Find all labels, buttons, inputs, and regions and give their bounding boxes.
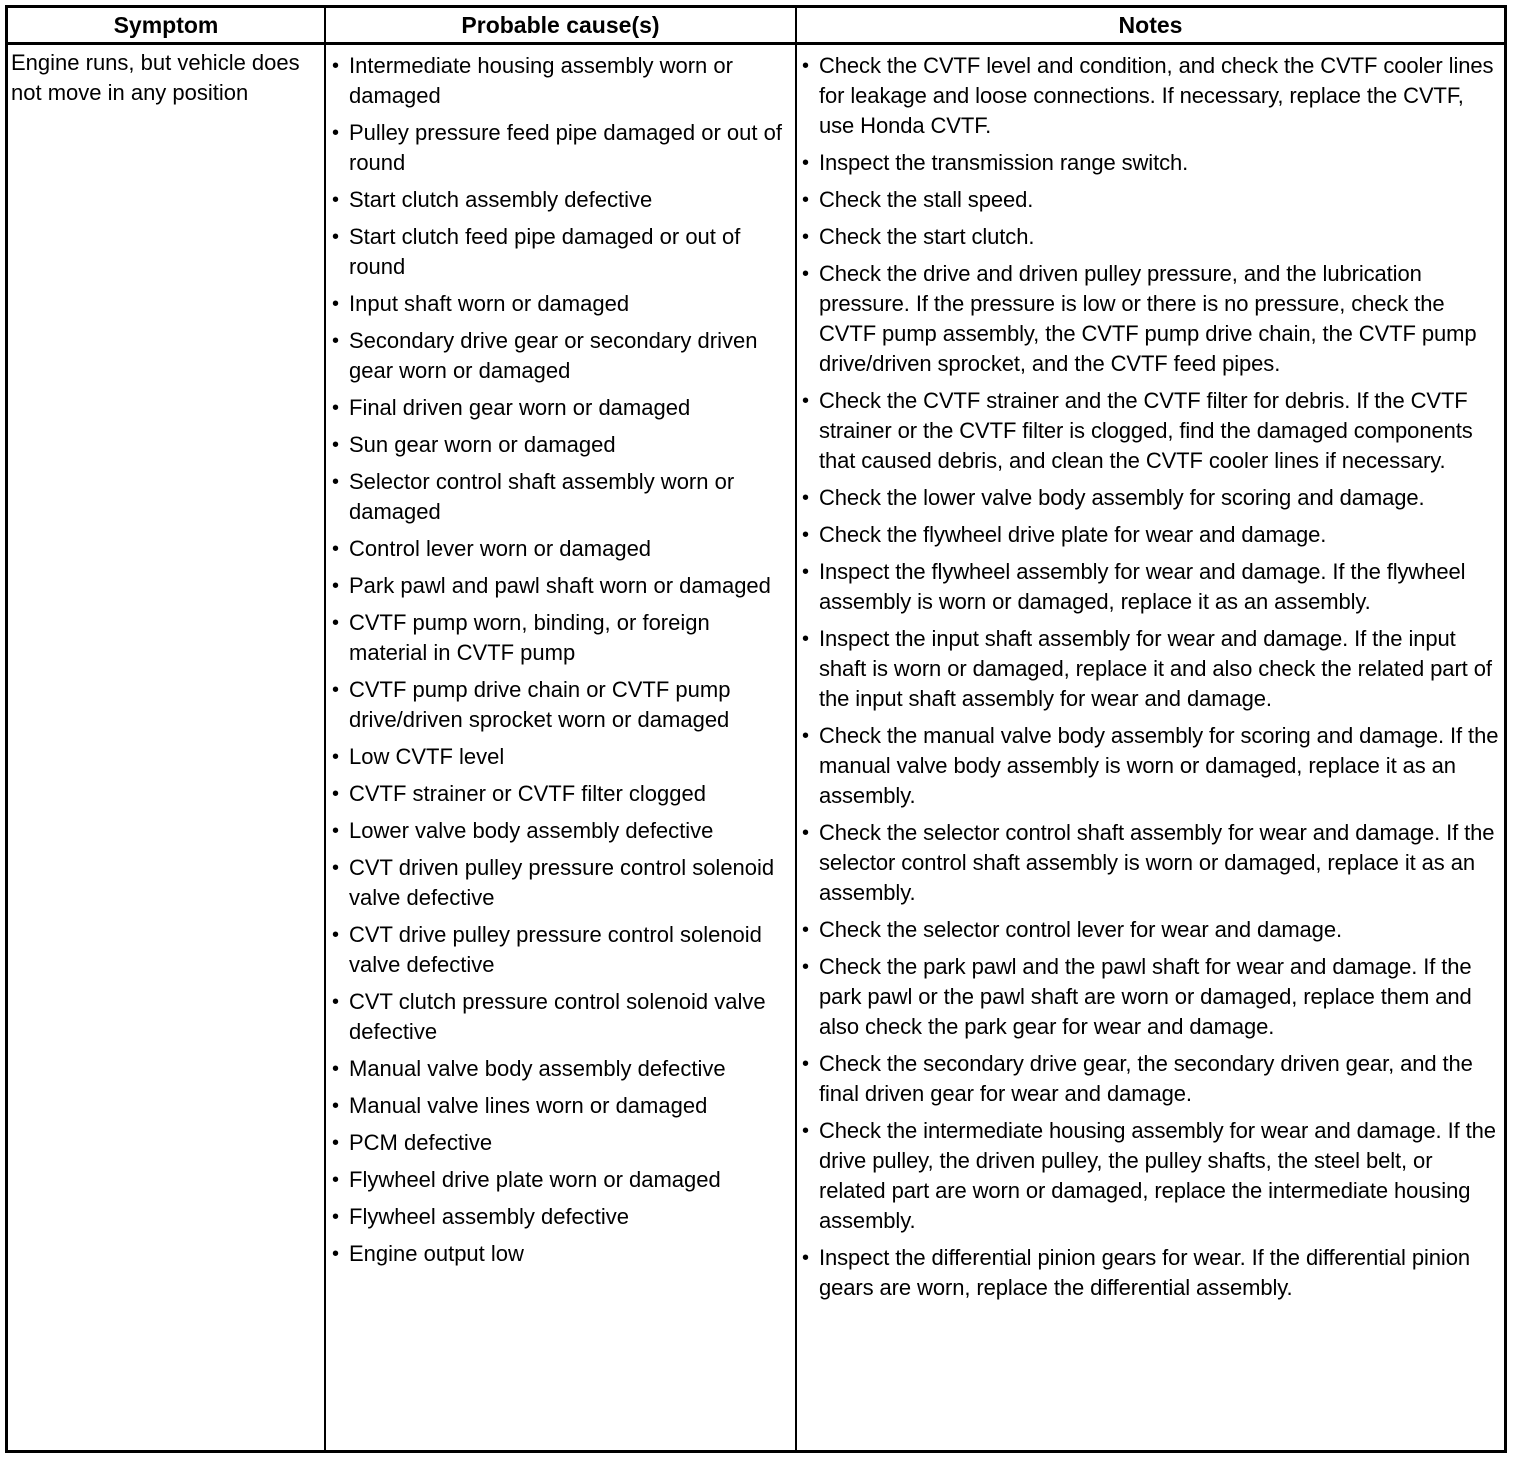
cause-list-item: • Lower valve body assembly defective — [332, 816, 791, 846]
note-list-item: • Check the stall speed. — [802, 185, 1502, 215]
note-list-item: • Check the CVTF strainer and the CVTF filter for debris. If the CVTF strainer or the CVTF filter is clogged, find the damaged components that caused debris, and clean the CVTF cooler lines if necessary. — [802, 386, 1502, 476]
cause-list-item: • Secondary drive gear or secondary driven gear worn or damaged — [332, 326, 791, 386]
cause-list-item: • Manual valve body assembly defective — [332, 1054, 791, 1084]
cause-list-item: • Flywheel assembly defective — [332, 1202, 791, 1232]
note-list-item: • Check the drive and driven pulley pressure, and the lubrication pressure. If the pressure is low or there is no pressure, check the CVTF pump assembly, the CVTF pump drive chain, the CVTF pump drive/driven sprocket, and the CVTF feed pipes. — [802, 259, 1502, 379]
cause-list-item: • Selector control shaft assembly worn or damaged — [332, 467, 791, 527]
cause-list-item: • CVT drive pulley pressure control solenoid valve defective — [332, 920, 791, 980]
header-notes: Notes — [796, 8, 1504, 44]
note-list-item: • Inspect the transmission range switch. — [802, 148, 1502, 178]
note-list-item: • Check the manual valve body assembly for scoring and damage. If the manual valve body assembly is worn or damaged, replace it as an assembly. — [802, 721, 1502, 811]
note-list-item: • Check the secondary drive gear, the secondary driven gear, and the final driven gear for wear and damage. — [802, 1049, 1502, 1109]
causes-cell — [325, 44, 796, 1451]
troubleshooting-grid — [8, 8, 1504, 1450]
note-list-item: • Inspect the differential pinion gears for wear. If the differential pinion gears are worn, replace the differential assembly. — [802, 1243, 1502, 1303]
cause-list-item: • Low CVTF level — [332, 742, 791, 772]
cause-list-item: • Input shaft worn or damaged — [332, 289, 791, 319]
note-list-item: • Check the flywheel drive plate for wear and damage. — [802, 520, 1502, 550]
note-list-item: • Check the selector control lever for wear and damage. — [802, 915, 1502, 945]
note-list-item: • Check the start clutch. — [802, 222, 1502, 252]
note-list-item: • Check the selector control shaft assembly for wear and damage. If the selector control shaft assembly is worn or damaged, replace it as an assembly. — [802, 818, 1502, 908]
note-list-item: • Inspect the input shaft assembly for wear and damage. If the input shaft is worn or damaged, replace it and also check the related part of the input shaft assembly for wear and damage. — [802, 624, 1502, 714]
header-row — [8, 8, 1504, 44]
symptom-cell: Engine runs, but vehicle does not move in any position — [8, 44, 325, 1451]
cause-list-item: • Final driven gear worn or damaged — [332, 393, 791, 423]
troubleshooting-table — [5, 5, 1507, 1453]
note-list-item: • Check the CVTF level and condition, and check the CVTF cooler lines for leakage and loose connections. If necessary, replace the CVTF, use Honda CVTF. — [802, 51, 1502, 141]
note-list-item: • Check the intermediate housing assembly for wear and damage. If the drive pulley, the driven pulley, the pulley shafts, the steel belt, or related part are worn or damaged, replace the intermediate housing assembly. — [802, 1116, 1502, 1236]
table-row — [8, 44, 1504, 1451]
cause-list-item: • Start clutch feed pipe damaged or out of round — [332, 222, 791, 282]
cause-list-item: • Manual valve lines worn or damaged — [332, 1091, 791, 1121]
cause-list-item: • CVTF strainer or CVTF filter clogged — [332, 779, 791, 809]
note-list-item: • Check the park pawl and the pawl shaft for wear and damage. If the park pawl or the pawl shaft are worn or damaged, replace them and also check the park gear for wear and damage. — [802, 952, 1502, 1042]
cause-list-item: • Flywheel drive plate worn or damaged — [332, 1165, 791, 1195]
notes-cell — [796, 44, 1504, 1451]
cause-list-item: • Park pawl and pawl shaft worn or damaged — [332, 571, 791, 601]
cause-list-item: • Sun gear worn or damaged — [332, 430, 791, 460]
cause-list-item: • Engine output low — [332, 1239, 791, 1269]
cause-list-item: • CVTF pump drive chain or CVTF pump drive/driven sprocket worn or damaged — [332, 675, 791, 735]
note-list-item: • Inspect the flywheel assembly for wear and damage. If the flywheel assembly is worn or damaged, replace it as an assembly. — [802, 557, 1502, 617]
cause-list-item: • Control lever worn or damaged — [332, 534, 791, 564]
cause-list-item: • CVT driven pulley pressure control solenoid valve defective — [332, 853, 791, 913]
cause-list-item: • Start clutch assembly defective — [332, 185, 791, 215]
notes-list — [797, 45, 1504, 1303]
cause-list-item: • Pulley pressure feed pipe damaged or out of round — [332, 118, 791, 178]
cause-list-item: • CVTF pump worn, binding, or foreign material in CVTF pump — [332, 608, 791, 668]
header-probable-causes: Probable cause(s) — [325, 8, 796, 44]
note-list-item: • Check the lower valve body assembly for scoring and damage. — [802, 483, 1502, 513]
cause-list-item: • Intermediate housing assembly worn or damaged — [332, 51, 791, 111]
cause-list-item: • CVT clutch pressure control solenoid valve defective — [332, 987, 791, 1047]
causes-list — [326, 45, 795, 1269]
header-symptom: Symptom — [8, 8, 325, 44]
cause-list-item: • PCM defective — [332, 1128, 791, 1158]
